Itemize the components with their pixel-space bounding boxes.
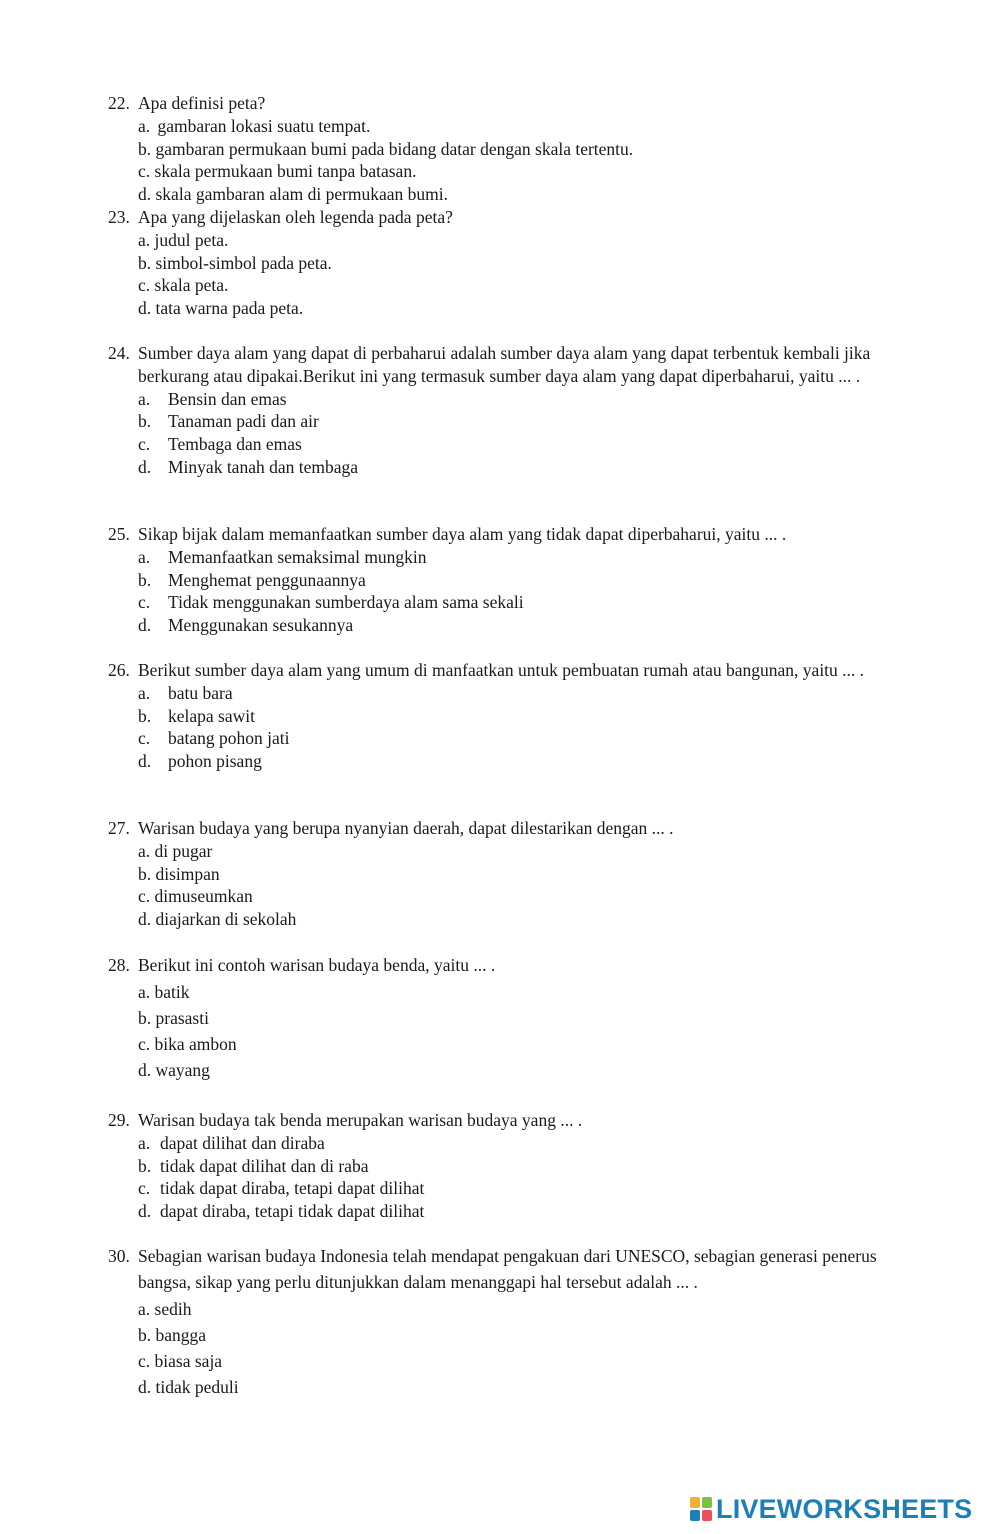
option-text: gambaran lokasi suatu tempat. — [157, 115, 371, 136]
answer-option-b[interactable] — [108, 569, 908, 592]
option-letter: d. — [138, 298, 152, 319]
question-stem: Sikap bijak dalam memanfaatkan sumber daya alam yang tidak dapat diperbaharui, yaitu ... . — [138, 524, 787, 544]
question-text — [108, 954, 908, 977]
question-number: 22. — [108, 93, 130, 113]
option-letter: c. — [138, 161, 151, 182]
option-letter: c. — [138, 434, 151, 455]
option-letter: c. — [138, 1033, 151, 1054]
option-text: disimpan — [155, 863, 220, 884]
option-text: Tidak menggunakan sumberdaya alam sama sekali — [168, 592, 524, 613]
option-letter: d. — [138, 1059, 152, 1080]
option-letter: d. — [138, 1201, 152, 1222]
option-letter: a. — [138, 1299, 151, 1319]
answer-option-c[interactable] — [108, 274, 908, 297]
question-number: 28. — [108, 955, 130, 975]
option-letter: c. — [138, 728, 151, 749]
answer-option-d[interactable] — [108, 183, 908, 206]
option-letter: d. — [138, 184, 152, 205]
option-text: Minyak tanah dan tembaga — [168, 456, 359, 477]
option-letter: a. — [138, 388, 151, 409]
option-letter: d. — [138, 456, 152, 477]
answer-option-b[interactable] — [108, 705, 908, 728]
option-letter: c. — [138, 592, 151, 613]
option-text: wayang — [155, 1059, 210, 1080]
option-text: batang pohon jati — [168, 728, 290, 749]
option-letter: c. — [138, 1351, 151, 1371]
option-letter: b. — [138, 1007, 152, 1028]
option-text: batik — [154, 981, 190, 1002]
question-stem: Warisan budaya tak benda merupakan warisan budaya yang ... . — [138, 1110, 583, 1130]
option-text: biasa saja — [154, 1351, 223, 1371]
option-letter: b. — [138, 1325, 152, 1345]
option-text: Tembaga dan emas — [168, 434, 302, 455]
option-text: bangga — [155, 1325, 207, 1345]
question-stem: Berikut ini contoh warisan budaya benda, yaitu ... . — [138, 955, 496, 975]
liveworksheets-watermark[interactable] — [690, 1494, 972, 1524]
option-letter: b. — [138, 569, 152, 590]
answer-option-c[interactable] — [108, 885, 908, 908]
answer-option-b[interactable] — [108, 1322, 908, 1348]
option-text: Menghemat penggunaannya — [168, 569, 366, 590]
option-text: tata warna pada peta. — [155, 298, 304, 319]
answer-option-d[interactable] — [108, 1374, 908, 1400]
option-text: dapat diraba, tetapi tidak dapat dilihat — [160, 1201, 425, 1222]
option-letter: b. — [138, 705, 152, 726]
option-text: diajarkan di sekolah — [155, 909, 297, 930]
option-letter: a. — [138, 229, 151, 250]
answer-option-d[interactable] — [108, 1200, 908, 1223]
question-23 — [108, 206, 908, 320]
question-29 — [108, 1109, 908, 1223]
question-number: 25. — [108, 524, 130, 544]
answer-option-c[interactable] — [108, 591, 908, 614]
option-letter: a. — [138, 546, 151, 567]
answer-option-d[interactable] — [108, 908, 908, 931]
answer-option-b[interactable] — [108, 410, 908, 433]
option-letter: b. — [138, 411, 152, 432]
answer-option-d[interactable] — [108, 297, 908, 320]
answer-option-d[interactable] — [108, 456, 908, 479]
answer-option-a[interactable] — [108, 840, 908, 863]
option-text: skala permukaan bumi tanpa batasan. — [154, 161, 417, 182]
answer-option-c[interactable] — [108, 433, 908, 456]
question-stem: Berikut sumber daya alam yang umum di manfaatkan untuk pembuatan rumah atau bangunan, yaitu ... . — [138, 660, 865, 680]
option-letter: a. — [138, 1132, 151, 1153]
question-text — [108, 92, 908, 115]
option-letter: b. — [138, 863, 152, 884]
question-text — [108, 1243, 908, 1295]
question-stem: Warisan budaya yang berupa nyanyian daerah, dapat dilestarikan dengan ... . — [138, 818, 674, 838]
answer-option-c[interactable] — [108, 1177, 908, 1200]
question-number: 26. — [108, 660, 130, 680]
question-stem: Sebagian warisan budaya Indonesia telah mendapat pengakuan dari UNESCO, sebagian generasi penerus bangsa, sikap yang perlu ditunjukkan dalam menanggapi hal tersebut adalah ... . — [138, 1246, 877, 1292]
option-text: Menggunakan sesukannya — [168, 615, 354, 636]
option-letter: d. — [138, 909, 152, 930]
question-stem: Apa yang dijelaskan oleh legenda pada peta? — [138, 207, 453, 227]
option-text: sedih — [154, 1299, 192, 1319]
option-text: prasasti — [155, 1007, 209, 1028]
question-text — [108, 342, 908, 388]
answer-option-a[interactable] — [108, 1132, 908, 1155]
question-number: 29. — [108, 1110, 130, 1130]
answer-option-a[interactable] — [108, 546, 908, 569]
answer-option-d[interactable] — [108, 614, 908, 637]
question-text — [108, 817, 908, 840]
option-text: bika ambon — [154, 1033, 237, 1054]
option-text: dapat dilihat dan diraba — [160, 1132, 325, 1153]
option-letter: b. — [138, 252, 152, 273]
answer-option-c[interactable] — [108, 1031, 908, 1057]
option-letter: a. — [138, 981, 151, 1002]
answer-option-a[interactable] — [108, 229, 908, 252]
option-text: tidak dapat dilihat dan di raba — [160, 1155, 369, 1176]
option-text: skala gambaran alam di permukaan bumi. — [155, 184, 449, 205]
option-text: tidak dapat diraba, tetapi dapat dilihat — [160, 1178, 425, 1199]
question-28 — [108, 954, 908, 1083]
option-text: pohon pisang — [168, 751, 262, 772]
option-text: tidak peduli — [155, 1377, 239, 1397]
logo-square — [702, 1497, 712, 1508]
answer-option-a[interactable] — [108, 1296, 908, 1322]
question-27 — [108, 817, 908, 931]
question-text — [108, 523, 908, 546]
answer-option-b[interactable] — [108, 863, 908, 886]
option-letter: c. — [138, 1178, 151, 1199]
option-letter: c. — [138, 275, 151, 296]
answer-option-a[interactable] — [108, 115, 908, 138]
answer-option-d[interactable] — [108, 750, 908, 773]
option-text: dimuseumkan — [154, 886, 253, 907]
question-number: 24. — [108, 343, 130, 363]
option-letter: d. — [138, 1377, 152, 1397]
question-30 — [108, 1243, 908, 1400]
answer-option-b[interactable] — [108, 138, 908, 161]
answer-option-a[interactable] — [108, 682, 908, 705]
option-text: Bensin dan emas — [168, 388, 287, 409]
logo-square — [690, 1510, 700, 1521]
logo-square — [690, 1497, 700, 1508]
question-number: 30. — [108, 1246, 130, 1266]
question-text — [108, 206, 908, 229]
question-text — [108, 659, 908, 682]
question-stem: Apa definisi peta? — [138, 93, 266, 113]
option-letter: b. — [138, 138, 152, 159]
option-letter: c. — [138, 886, 151, 907]
option-text: skala peta. — [154, 275, 229, 296]
question-26 — [108, 659, 908, 773]
question-25 — [108, 523, 908, 637]
liveworksheets-logo-icon — [690, 1497, 712, 1521]
question-number: 27. — [108, 818, 130, 838]
option-text: judul peta. — [154, 229, 229, 250]
option-text: kelapa sawit — [168, 705, 255, 726]
option-letter: d. — [138, 751, 152, 772]
logo-square — [702, 1510, 712, 1521]
option-text: simbol-simbol pada peta. — [155, 252, 332, 273]
answer-option-c[interactable] — [108, 1348, 908, 1374]
question-22 — [108, 92, 908, 206]
answer-option-a[interactable] — [108, 388, 908, 411]
question-text — [108, 1109, 908, 1132]
answer-option-c[interactable] — [108, 160, 908, 183]
option-letter: b. — [138, 1155, 152, 1176]
question-stem: Sumber daya alam yang dapat di perbaharui adalah sumber daya alam yang dapat terbentuk kembali jika berkurang atau dipakai.Berikut ini yang termasuk sumber daya alam yang dapat diperbaharui, yaitu ... . — [138, 343, 871, 386]
answer-option-b[interactable] — [108, 1005, 908, 1031]
option-text: Tanaman padi dan air — [168, 411, 319, 432]
option-letter: a. — [138, 115, 151, 136]
answer-option-b[interactable] — [108, 1155, 908, 1178]
option-letter: a. — [138, 840, 151, 861]
question-number: 23. — [108, 207, 130, 227]
option-letter: a. — [138, 682, 151, 703]
option-text: gambaran permukaan bumi pada bidang datar dengan skala tertentu. — [155, 138, 634, 159]
question-24 — [108, 342, 908, 479]
answer-option-d[interactable] — [108, 1057, 908, 1083]
option-text: di pugar — [154, 840, 213, 861]
option-text: batu bara — [168, 682, 233, 703]
answer-option-b[interactable] — [108, 252, 908, 275]
answer-option-a[interactable] — [108, 979, 908, 1005]
watermark-text: LIVEWORKSHEETS — [716, 1493, 973, 1524]
option-text: Memanfaatkan semaksimal mungkin — [168, 546, 427, 567]
option-letter: d. — [138, 615, 152, 636]
answer-option-c[interactable] — [108, 727, 908, 750]
